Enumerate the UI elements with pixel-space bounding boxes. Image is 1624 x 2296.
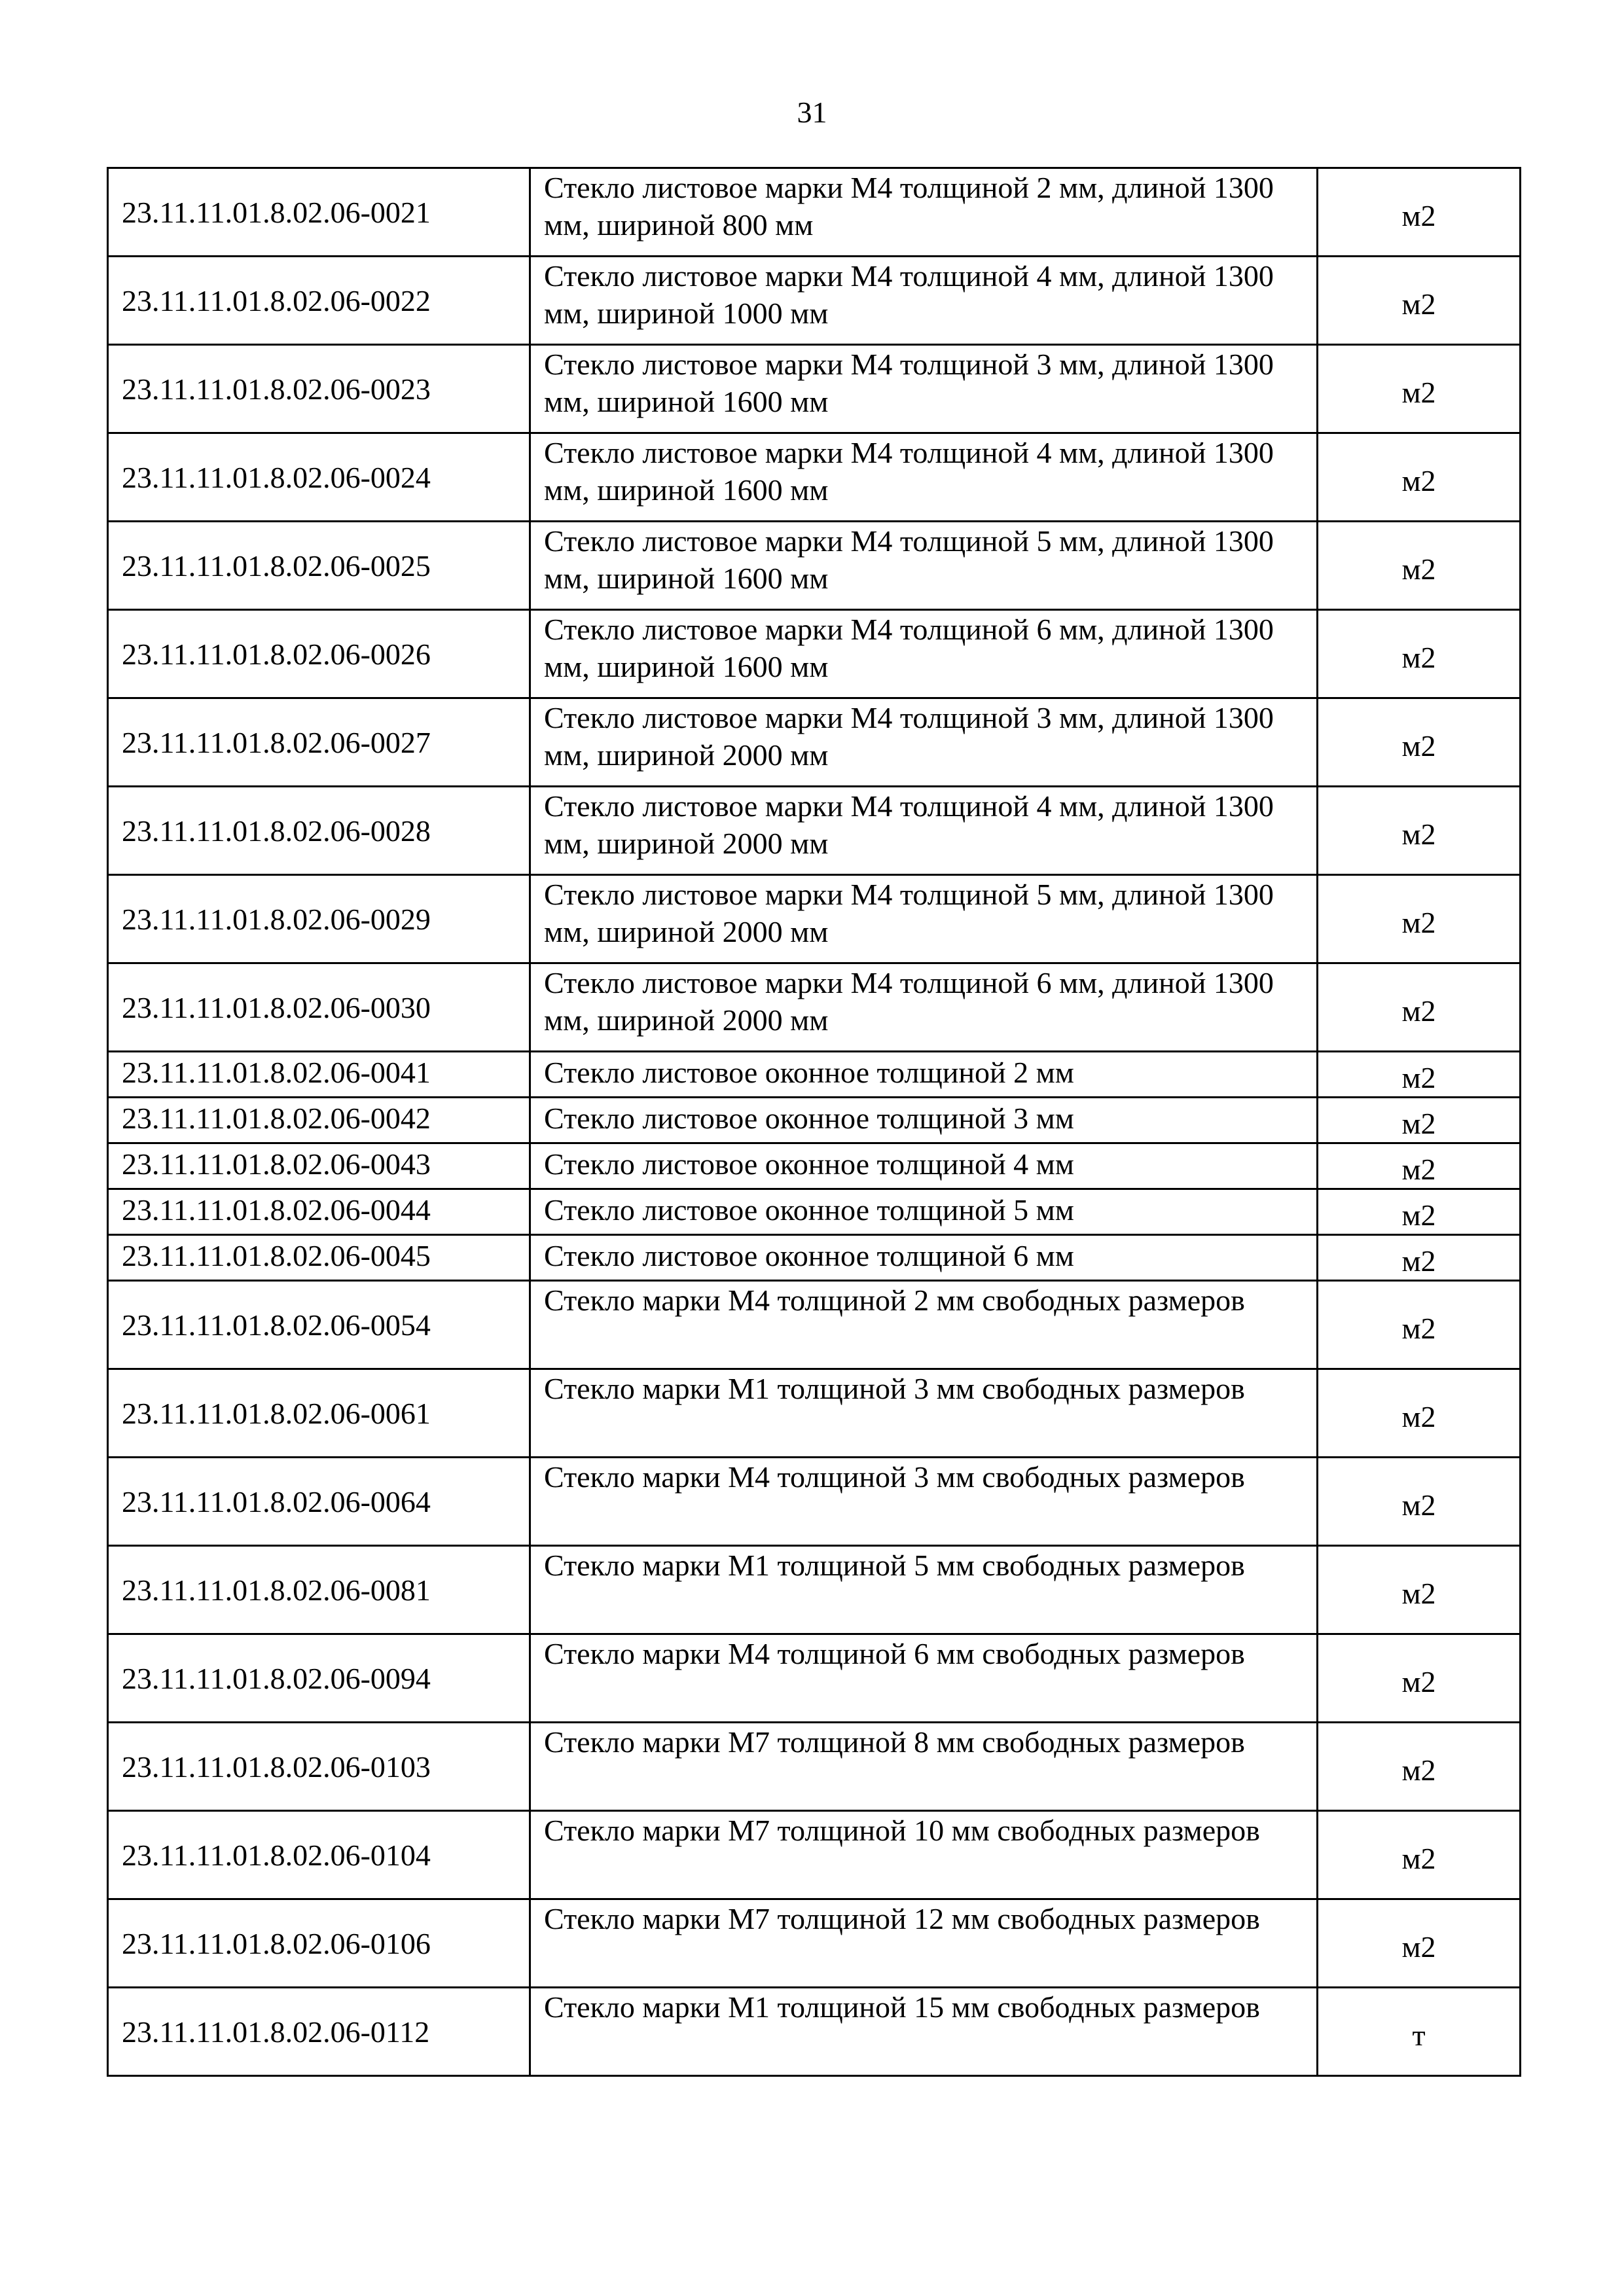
table-row xyxy=(108,1988,1521,2076)
cell-unit: м2 xyxy=(1318,698,1521,787)
cell-name: Стекло марки М1 толщиной 5 мм свободных размеров xyxy=(530,1546,1318,1634)
cell-code: 23.11.11.01.8.02.06-0030 xyxy=(108,963,530,1052)
table-row xyxy=(108,1189,1521,1235)
cell-name: Стекло листовое марки М4 толщиной 5 мм, длиной 1300 мм, шириной 2000 мм xyxy=(530,875,1318,963)
cell-name: Стекло листовое оконное толщиной 2 мм xyxy=(530,1052,1318,1098)
table-row xyxy=(108,1281,1521,1369)
cell-name: Стекло листовое марки М4 толщиной 4 мм, длиной 1300 мм, шириной 2000 мм xyxy=(530,787,1318,875)
table-row xyxy=(108,787,1521,875)
cell-unit: м2 xyxy=(1318,1098,1521,1143)
cell-code: 23.11.11.01.8.02.06-0104 xyxy=(108,1811,530,1899)
cell-unit: м2 xyxy=(1318,1723,1521,1811)
cell-code: 23.11.11.01.8.02.06-0112 xyxy=(108,1988,530,2076)
cell-unit: м2 xyxy=(1318,1369,1521,1458)
cell-unit: м2 xyxy=(1318,1634,1521,1723)
cell-unit: м2 xyxy=(1318,1811,1521,1899)
cell-name: Стекло марки М4 толщиной 3 мм свободных размеров xyxy=(530,1458,1318,1546)
table-row xyxy=(108,963,1521,1052)
table-row xyxy=(108,257,1521,345)
cell-name: Стекло марки М7 толщиной 12 мм свободных размеров xyxy=(530,1899,1318,1988)
cell-code: 23.11.11.01.8.02.06-0064 xyxy=(108,1458,530,1546)
cell-name: Стекло листовое оконное толщиной 6 мм xyxy=(530,1235,1318,1281)
cell-code: 23.11.11.01.8.02.06-0045 xyxy=(108,1235,530,1281)
table-row xyxy=(108,1143,1521,1189)
cell-unit: м2 xyxy=(1318,1458,1521,1546)
cell-code: 23.11.11.01.8.02.06-0043 xyxy=(108,1143,530,1189)
table-row xyxy=(108,1811,1521,1899)
cell-code: 23.11.11.01.8.02.06-0027 xyxy=(108,698,530,787)
cell-name: Стекло листовое марки М4 толщиной 3 мм, длиной 1300 мм, шириной 2000 мм xyxy=(530,698,1318,787)
cell-unit: м2 xyxy=(1318,963,1521,1052)
cell-unit: м2 xyxy=(1318,1281,1521,1369)
cell-name: Стекло листовое оконное толщиной 3 мм xyxy=(530,1098,1318,1143)
table-row xyxy=(108,345,1521,433)
table-row xyxy=(108,1899,1521,1988)
cell-unit: м2 xyxy=(1318,610,1521,698)
cell-code: 23.11.11.01.8.02.06-0025 xyxy=(108,522,530,610)
table-row xyxy=(108,522,1521,610)
cell-code: 23.11.11.01.8.02.06-0081 xyxy=(108,1546,530,1634)
cell-unit: м2 xyxy=(1318,1546,1521,1634)
cell-name: Стекло листовое марки М4 толщиной 2 мм, длиной 1300 мм, шириной 800 мм xyxy=(530,168,1318,257)
cell-code: 23.11.11.01.8.02.06-0022 xyxy=(108,257,530,345)
table-row xyxy=(108,433,1521,522)
cell-code: 23.11.11.01.8.02.06-0023 xyxy=(108,345,530,433)
materials-table-body xyxy=(108,168,1521,2076)
table-row xyxy=(108,610,1521,698)
cell-unit: м2 xyxy=(1318,433,1521,522)
table-row xyxy=(108,1546,1521,1634)
cell-code: 23.11.11.01.8.02.06-0029 xyxy=(108,875,530,963)
cell-unit: м2 xyxy=(1318,522,1521,610)
cell-unit: м2 xyxy=(1318,787,1521,875)
cell-name: Стекло марки М4 толщиной 6 мм свободных размеров xyxy=(530,1634,1318,1723)
cell-code: 23.11.11.01.8.02.06-0028 xyxy=(108,787,530,875)
cell-unit: м2 xyxy=(1318,1235,1521,1281)
table-row xyxy=(108,1052,1521,1098)
cell-name: Стекло листовое оконное толщиной 4 мм xyxy=(530,1143,1318,1189)
cell-unit: т xyxy=(1318,1988,1521,2076)
cell-code: 23.11.11.01.8.02.06-0044 xyxy=(108,1189,530,1235)
table-row xyxy=(108,1634,1521,1723)
cell-code: 23.11.11.01.8.02.06-0106 xyxy=(108,1899,530,1988)
table-row xyxy=(108,1098,1521,1143)
cell-unit: м2 xyxy=(1318,1899,1521,1988)
cell-name: Стекло листовое марки М4 толщиной 4 мм, длиной 1300 мм, шириной 1000 мм xyxy=(530,257,1318,345)
cell-code: 23.11.11.01.8.02.06-0041 xyxy=(108,1052,530,1098)
table-row xyxy=(108,698,1521,787)
cell-code: 23.11.11.01.8.02.06-0021 xyxy=(108,168,530,257)
cell-unit: м2 xyxy=(1318,1052,1521,1098)
table-row xyxy=(108,1723,1521,1811)
cell-code: 23.11.11.01.8.02.06-0026 xyxy=(108,610,530,698)
table-row xyxy=(108,1235,1521,1281)
cell-unit: м2 xyxy=(1318,345,1521,433)
cell-code: 23.11.11.01.8.02.06-0103 xyxy=(108,1723,530,1811)
cell-code: 23.11.11.01.8.02.06-0061 xyxy=(108,1369,530,1458)
cell-name: Стекло листовое оконное толщиной 5 мм xyxy=(530,1189,1318,1235)
cell-unit: м2 xyxy=(1318,168,1521,257)
cell-unit: м2 xyxy=(1318,1189,1521,1235)
table-row xyxy=(108,875,1521,963)
cell-unit: м2 xyxy=(1318,1143,1521,1189)
table-row xyxy=(108,168,1521,257)
cell-unit: м2 xyxy=(1318,257,1521,345)
cell-code: 23.11.11.01.8.02.06-0094 xyxy=(108,1634,530,1723)
cell-name: Стекло листовое марки М4 толщиной 6 мм, длиной 1300 мм, шириной 2000 мм xyxy=(530,963,1318,1052)
cell-name: Стекло марки М7 толщиной 10 мм свободных размеров xyxy=(530,1811,1318,1899)
cell-name: Стекло листовое марки М4 толщиной 3 мм, длиной 1300 мм, шириной 1600 мм xyxy=(530,345,1318,433)
cell-unit: м2 xyxy=(1318,875,1521,963)
materials-table xyxy=(107,167,1521,2077)
cell-code: 23.11.11.01.8.02.06-0024 xyxy=(108,433,530,522)
cell-name: Стекло листовое марки М4 толщиной 5 мм, длиной 1300 мм, шириной 1600 мм xyxy=(530,522,1318,610)
table-row xyxy=(108,1458,1521,1546)
page-number: 31 xyxy=(797,96,827,129)
cell-name: Стекло марки М7 толщиной 8 мм свободных размеров xyxy=(530,1723,1318,1811)
cell-code: 23.11.11.01.8.02.06-0054 xyxy=(108,1281,530,1369)
cell-code: 23.11.11.01.8.02.06-0042 xyxy=(108,1098,530,1143)
cell-name: Стекло листовое марки М4 толщиной 6 мм, длиной 1300 мм, шириной 1600 мм xyxy=(530,610,1318,698)
cell-name: Стекло марки М4 толщиной 2 мм свободных размеров xyxy=(530,1281,1318,1369)
cell-name: Стекло марки М1 толщиной 3 мм свободных размеров xyxy=(530,1369,1318,1458)
cell-name: Стекло листовое марки М4 толщиной 4 мм, длиной 1300 мм, шириной 1600 мм xyxy=(530,433,1318,522)
cell-name: Стекло марки М1 толщиной 15 мм свободных размеров xyxy=(530,1988,1318,2076)
table-row xyxy=(108,1369,1521,1458)
